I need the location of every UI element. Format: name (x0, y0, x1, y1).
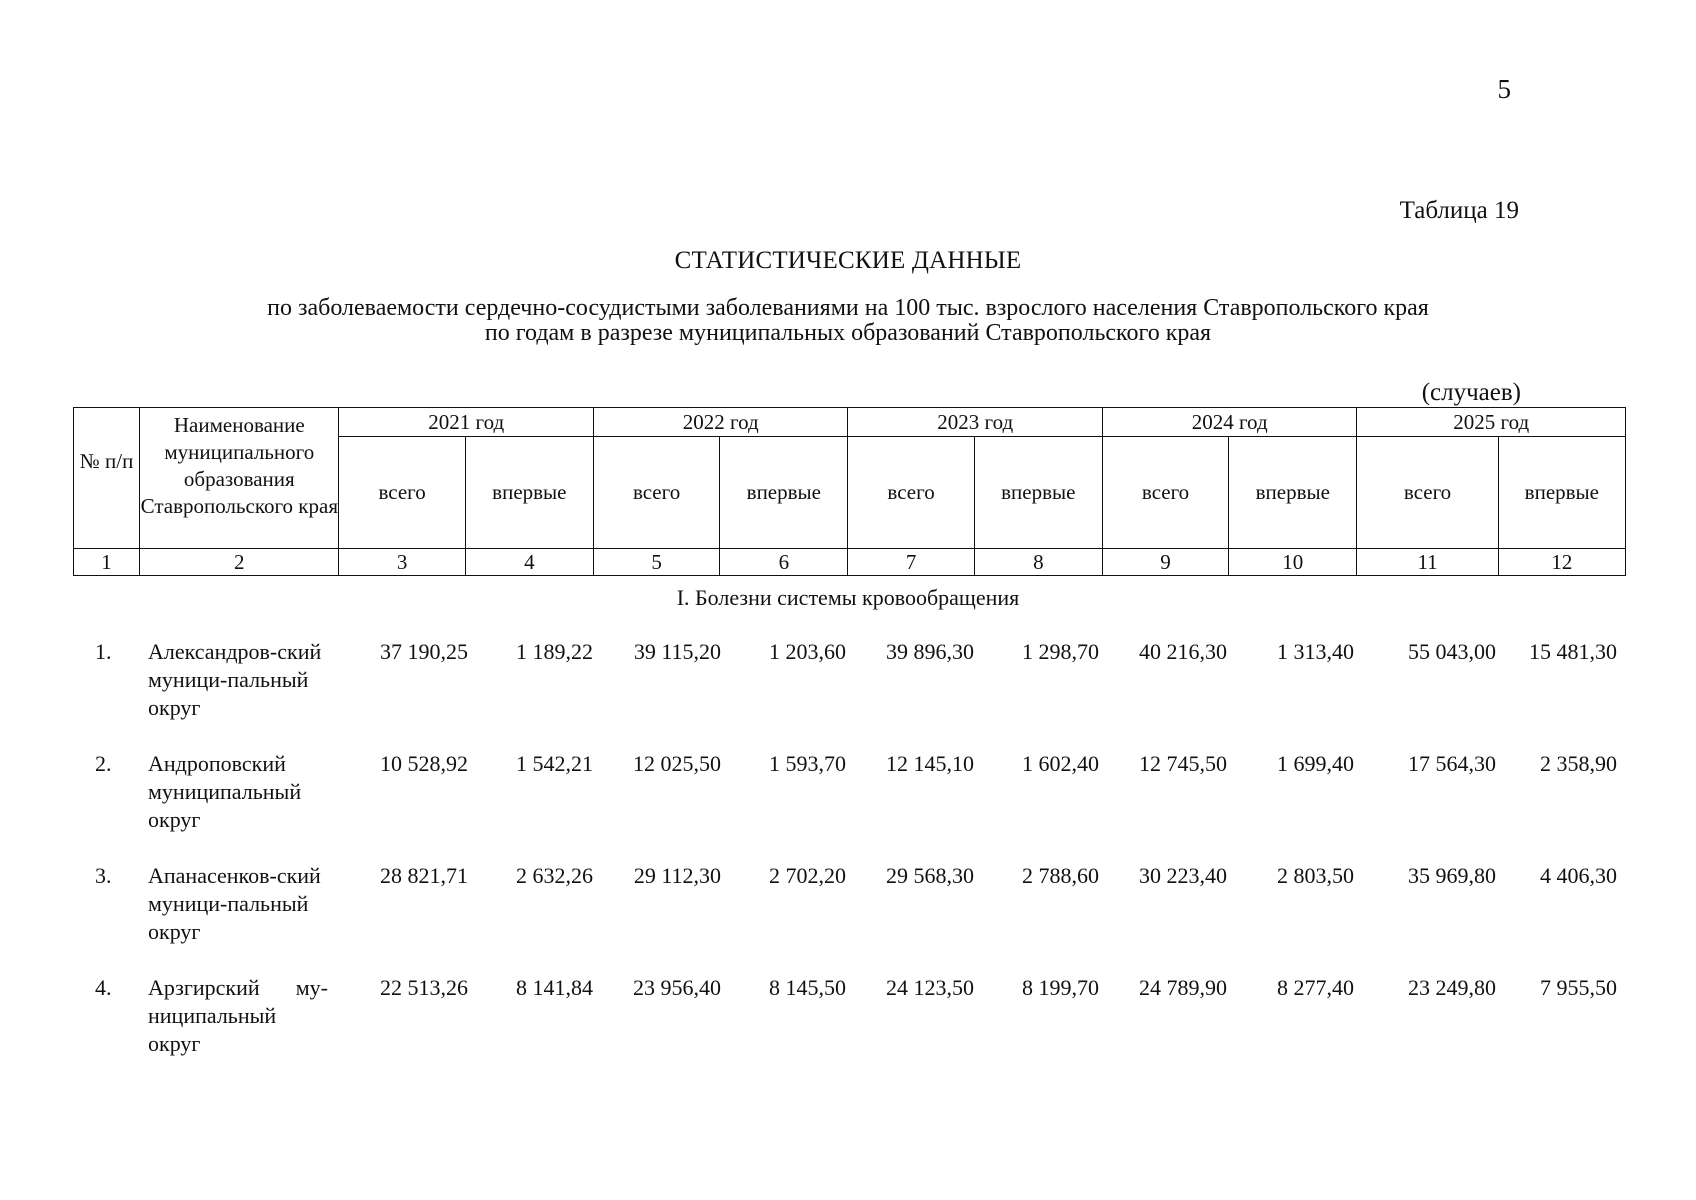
row-number: 1. (95, 639, 112, 664)
value-cell: 12 145,10 (886, 751, 974, 776)
document-title: СТАТИСТИЧЕСКИЕ ДАННЫЕ (674, 247, 1022, 274)
table-header (73, 407, 1626, 576)
col-number: 10 (1229, 549, 1357, 576)
document-subtitle (0, 296, 1696, 346)
value-cell: 1 189,22 (516, 639, 593, 664)
value-cell: 2 803,50 (1277, 863, 1354, 888)
col-number: 8 (974, 549, 1102, 576)
value-cell: 2 632,26 (516, 863, 593, 888)
value-cell: 2 358,90 (1540, 751, 1617, 776)
row-number: 3. (95, 863, 112, 888)
value-cell: 55 043,00 (1408, 639, 1496, 664)
value-cell: 17 564,30 (1408, 751, 1496, 776)
value-cell: 24 789,90 (1139, 975, 1227, 1000)
header-new: впервые (1498, 437, 1625, 549)
header-year-2022: 2022 год (593, 408, 847, 437)
value-cell: 15 481,30 (1529, 639, 1617, 664)
value-cell: 1 593,70 (769, 751, 846, 776)
municipality-name: Арзгирский му-ниципальный округ (148, 975, 328, 1056)
value-cell: 4 406,30 (1540, 863, 1617, 888)
value-cell: 10 528,92 (380, 751, 468, 776)
units-label: (случаев) (1421, 379, 1521, 406)
value-cell: 30 223,40 (1139, 863, 1227, 888)
col-number: 2 (140, 549, 339, 576)
value-cell: 8 141,84 (516, 975, 593, 1000)
value-cell: 2 702,20 (769, 863, 846, 888)
header-year-2023: 2023 год (848, 408, 1102, 437)
value-cell: 1 203,60 (769, 639, 846, 664)
value-cell: 37 190,25 (380, 639, 468, 664)
row-number: 4. (95, 975, 112, 1000)
header-new: впервые (974, 437, 1102, 549)
value-cell: 22 513,26 (380, 975, 468, 1000)
col-number: 1 (74, 549, 140, 576)
header-num-col: № п/п (74, 408, 140, 549)
value-cell: 1 602,40 (1022, 751, 1099, 776)
municipality-name: Андроповский муниципальный округ (148, 751, 302, 832)
municipality-name: Апанасенков-ский муници-пальный округ (148, 863, 321, 944)
municipality-name: Александров-ский муници-пальный округ (148, 639, 322, 720)
section-title: I. Болезни системы кровообращения (676, 585, 1020, 610)
value-cell: 28 821,71 (380, 863, 468, 888)
header-total: всего (1357, 437, 1498, 549)
col-number: 6 (720, 549, 848, 576)
value-cell: 23 956,40 (633, 975, 721, 1000)
value-cell: 35 969,80 (1408, 863, 1496, 888)
value-cell: 1 298,70 (1022, 639, 1099, 664)
header-year-2024: 2024 год (1102, 408, 1356, 437)
value-cell: 1 542,21 (516, 751, 593, 776)
col-number: 3 (339, 549, 465, 576)
value-cell: 40 216,30 (1139, 639, 1227, 664)
value-cell: 23 249,80 (1408, 975, 1496, 1000)
col-number: 12 (1498, 549, 1625, 576)
value-cell: 12 025,50 (633, 751, 721, 776)
table-number: Таблица 19 (1399, 197, 1519, 224)
subtitle-line-1: по заболеваемости сердечно-сосудистыми заболеваниями на 100 тыс. взрослого населения Ставропольского края (267, 295, 1429, 321)
value-cell: 29 568,30 (886, 863, 974, 888)
header-year-2021: 2021 год (339, 408, 593, 437)
col-number: 4 (465, 549, 593, 576)
value-cell: 2 788,60 (1022, 863, 1099, 888)
value-cell: 29 112,30 (633, 863, 721, 888)
header-total: всего (593, 437, 719, 549)
value-cell: 24 123,50 (886, 975, 974, 1000)
value-cell: 1 699,40 (1277, 751, 1354, 776)
subtitle-line-2: по годам в разрезе муниципальных образований Ставропольского края (484, 320, 1212, 346)
header-year-2025: 2025 год (1357, 408, 1626, 437)
col-number: 7 (848, 549, 974, 576)
header-total: всего (848, 437, 974, 549)
value-cell: 8 277,40 (1277, 975, 1354, 1000)
value-cell: 12 745,50 (1139, 751, 1227, 776)
col-number: 9 (1102, 549, 1228, 576)
row-number: 2. (95, 751, 112, 776)
header-name-col: Наименование муниципального образования Ставропольского края (140, 408, 339, 549)
page-number: 5 (1497, 74, 1511, 104)
value-cell: 39 896,30 (886, 639, 974, 664)
header-new: впервые (465, 437, 593, 549)
value-cell: 1 313,40 (1277, 639, 1354, 664)
value-cell: 8 145,50 (769, 975, 846, 1000)
header-new: впервые (1229, 437, 1357, 549)
header-new: впервые (720, 437, 848, 549)
value-cell: 7 955,50 (1540, 975, 1617, 1000)
header-total: всего (339, 437, 465, 549)
col-number: 5 (593, 549, 719, 576)
col-number: 11 (1357, 549, 1498, 576)
header-total: всего (1102, 437, 1228, 549)
value-cell: 39 115,20 (633, 639, 721, 664)
value-cell: 8 199,70 (1022, 975, 1099, 1000)
